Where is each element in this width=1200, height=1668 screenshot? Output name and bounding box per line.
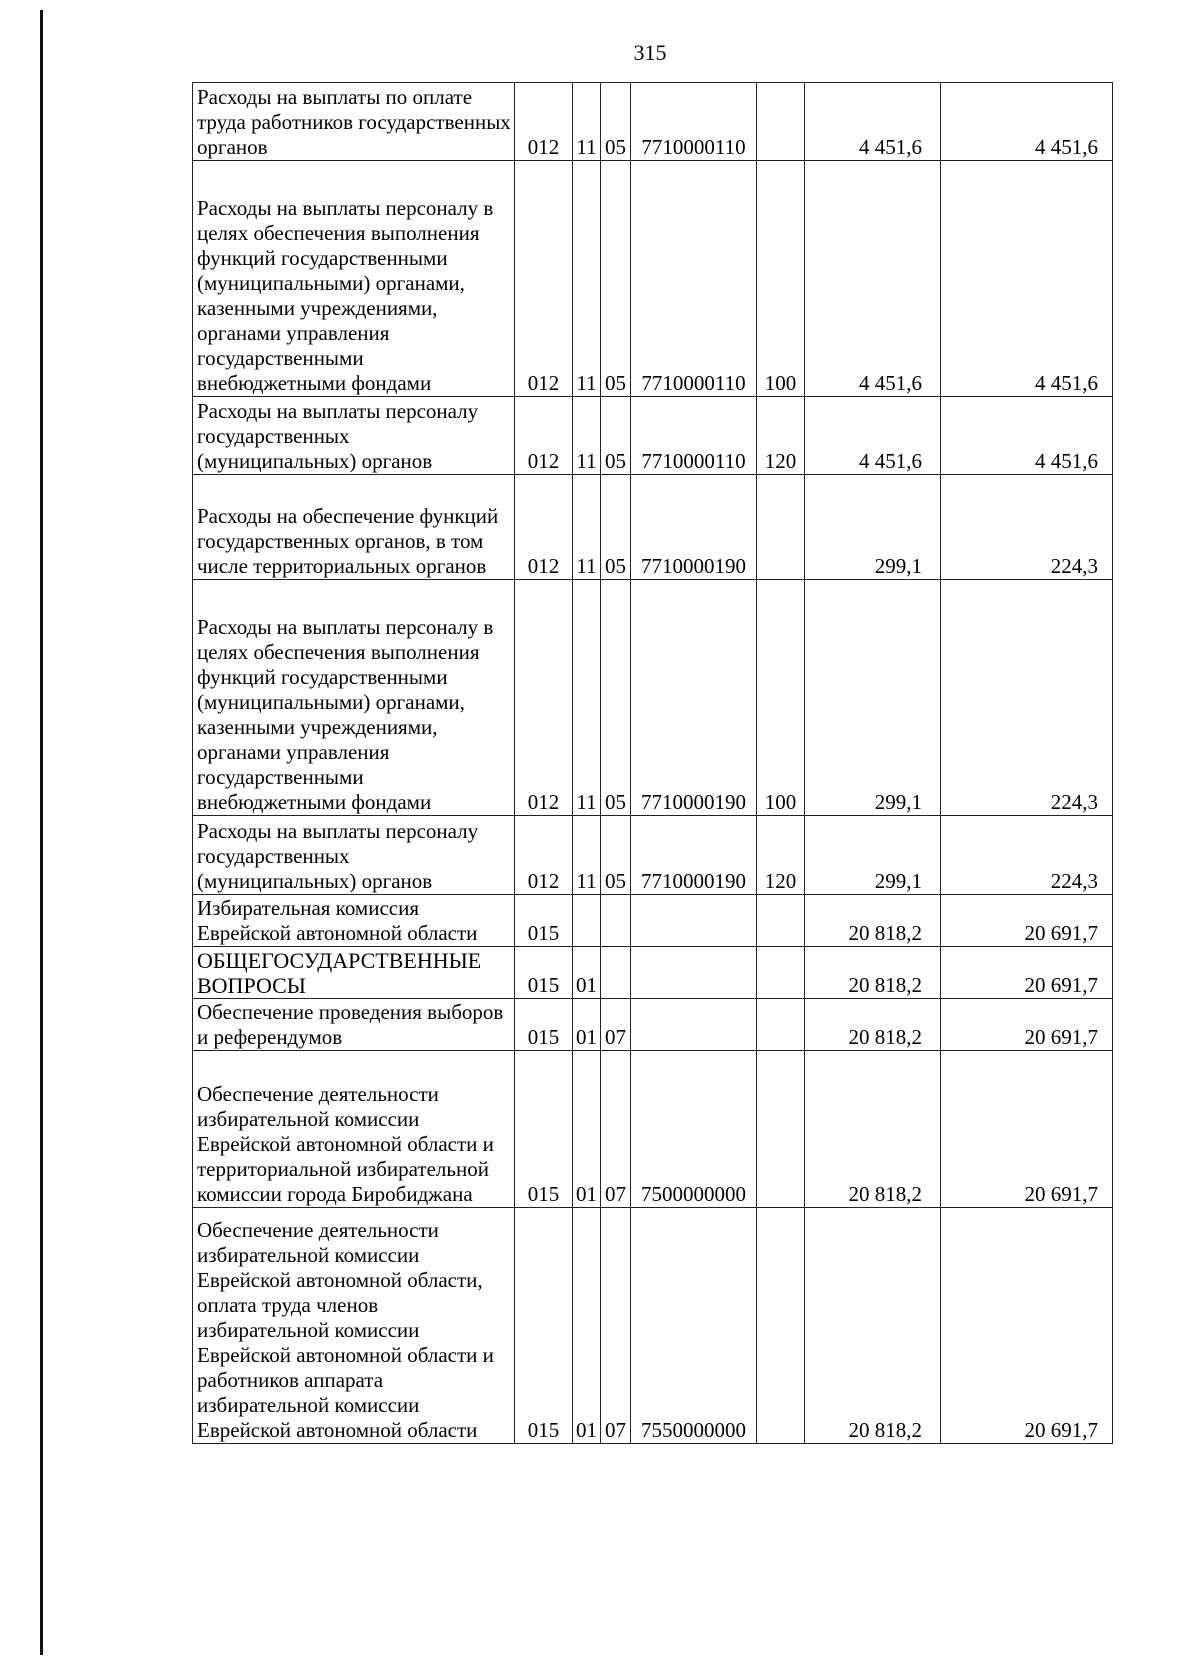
amount-first: 299,1: [805, 816, 941, 895]
expense-type-code: [757, 83, 805, 161]
row-name: Обеспечение проведения выборов и референдумов: [193, 999, 515, 1051]
subsection-code: 07: [601, 1051, 631, 1208]
section-code: 11: [573, 580, 601, 816]
ministry-code: 015: [515, 999, 573, 1051]
target-article-code: 7710000110: [631, 397, 757, 475]
row-name: Расходы на обеспечение функций государственных органов, в том числе территориальных органов: [193, 475, 515, 580]
amount-first: 4 451,6: [805, 161, 941, 397]
subsection-code: 07: [601, 1208, 631, 1444]
table-row: [193, 947, 1113, 999]
section-code: 01: [573, 1208, 601, 1444]
ministry-code: 015: [515, 947, 573, 999]
table-row: [193, 1208, 1113, 1444]
ministry-code: 012: [515, 83, 573, 161]
table-row: [193, 895, 1113, 947]
amount-second: 20 691,7: [941, 895, 1113, 947]
section-code: 11: [573, 475, 601, 580]
target-article-code: [631, 947, 757, 999]
amount-second: 4 451,6: [941, 83, 1113, 161]
subsection-code: 05: [601, 816, 631, 895]
row-name: Обеспечение деятельности избирательной комиссии Еврейской автономной области, оплата труда членов избирательной комиссии Еврейской автономной области и работников аппарата избирательной комиссии Еврейской автономной области: [193, 1208, 515, 1444]
amount-first: 299,1: [805, 475, 941, 580]
amount-first: 4 451,6: [805, 397, 941, 475]
section-code: 11: [573, 397, 601, 475]
ministry-code: 012: [515, 475, 573, 580]
row-name: Обеспечение деятельности избирательной комиссии Еврейской автономной области и территориальной избирательной комиссии города Биробиджана: [193, 1051, 515, 1208]
row-name: Расходы на выплаты персоналу государственных (муниципальных) органов: [193, 397, 515, 475]
amount-second: 4 451,6: [941, 397, 1113, 475]
amount-first: 20 818,2: [805, 1208, 941, 1444]
section-code: 11: [573, 83, 601, 161]
target-article-code: 7710000190: [631, 580, 757, 816]
expense-type-code: [757, 999, 805, 1051]
table-row: [193, 475, 1113, 580]
page-number: 315: [633, 40, 667, 65]
table-row: [193, 580, 1113, 816]
subsection-code: 05: [601, 580, 631, 816]
row-name: Избирательная комиссия Еврейской автономной области: [193, 895, 515, 947]
section-code: 11: [573, 816, 601, 895]
table-row: [193, 816, 1113, 895]
target-article-code: [631, 895, 757, 947]
row-name: Расходы на выплаты по оплате труда работников государственных органов: [193, 83, 515, 161]
amount-first: 20 818,2: [805, 999, 941, 1051]
expense-type-code: [757, 1208, 805, 1444]
expense-type-code: [757, 895, 805, 947]
expense-type-code: 120: [757, 816, 805, 895]
subsection-code: 07: [601, 999, 631, 1051]
subsection-code: 05: [601, 161, 631, 397]
target-article-code: 7710000110: [631, 83, 757, 161]
subsection-code: 05: [601, 397, 631, 475]
amount-first: 299,1: [805, 580, 941, 816]
subsection-code: 05: [601, 475, 631, 580]
subsection-code: 05: [601, 83, 631, 161]
amount-second: 224,3: [941, 816, 1113, 895]
table-row: [193, 83, 1113, 161]
expense-type-code: 100: [757, 161, 805, 397]
expense-type-code: [757, 947, 805, 999]
target-article-code: 7710000110: [631, 161, 757, 397]
ministry-code: 015: [515, 895, 573, 947]
ministry-code: 012: [515, 580, 573, 816]
table-row: [193, 397, 1113, 475]
section-code: 01: [573, 1051, 601, 1208]
amount-second: 4 451,6: [941, 161, 1113, 397]
amount-second: 20 691,7: [941, 1051, 1113, 1208]
section-code: [573, 895, 601, 947]
amount-first: 20 818,2: [805, 895, 941, 947]
target-article-code: 7550000000: [631, 1208, 757, 1444]
amount-first: 4 451,6: [805, 83, 941, 161]
table-row: [193, 1051, 1113, 1208]
amount-second: 20 691,7: [941, 947, 1113, 999]
table-row: [193, 999, 1113, 1051]
budget-table: [192, 82, 1113, 1444]
subsection-code: [601, 895, 631, 947]
ministry-code: 012: [515, 397, 573, 475]
target-article-code: 7500000000: [631, 1051, 757, 1208]
expense-type-code: [757, 475, 805, 580]
row-name: Расходы на выплаты персоналу в целях обеспечения выполнения функций государственными (муниципальными) органами, казенными учреждениями, органами управления государственными внебюджетными фондами: [193, 580, 515, 816]
row-name: Расходы на выплаты персоналу в целях обеспечения выполнения функций государственными (муниципальными) органами, казенными учреждениями, органами управления государственными внебюджетными фондами: [193, 161, 515, 397]
section-code: 01: [573, 999, 601, 1051]
ministry-code: 012: [515, 816, 573, 895]
row-name: Расходы на выплаты персоналу государственных (муниципальных) органов: [193, 816, 515, 895]
amount-first: 20 818,2: [805, 1051, 941, 1208]
amount-second: 20 691,7: [941, 999, 1113, 1051]
ministry-code: 015: [515, 1208, 573, 1444]
expense-type-code: [757, 1051, 805, 1208]
budget-table-body: [193, 83, 1113, 1444]
binding-margin-line: [40, 10, 43, 1655]
ministry-code: 015: [515, 1051, 573, 1208]
amount-second: 224,3: [941, 475, 1113, 580]
amount-second: 20 691,7: [941, 1208, 1113, 1444]
table-row: [193, 161, 1113, 397]
target-article-code: 7710000190: [631, 816, 757, 895]
ministry-code: 012: [515, 161, 573, 397]
subsection-code: [601, 947, 631, 999]
section-code: 01: [573, 947, 601, 999]
target-article-code: 7710000190: [631, 475, 757, 580]
amount-second: 224,3: [941, 580, 1113, 816]
amount-first: 20 818,2: [805, 947, 941, 999]
target-article-code: [631, 999, 757, 1051]
row-name: ОБЩЕГОСУДАРСТВЕННЫЕ ВОПРОСЫ: [193, 947, 515, 999]
expense-type-code: 120: [757, 397, 805, 475]
section-code: 11: [573, 161, 601, 397]
expense-type-code: 100: [757, 580, 805, 816]
